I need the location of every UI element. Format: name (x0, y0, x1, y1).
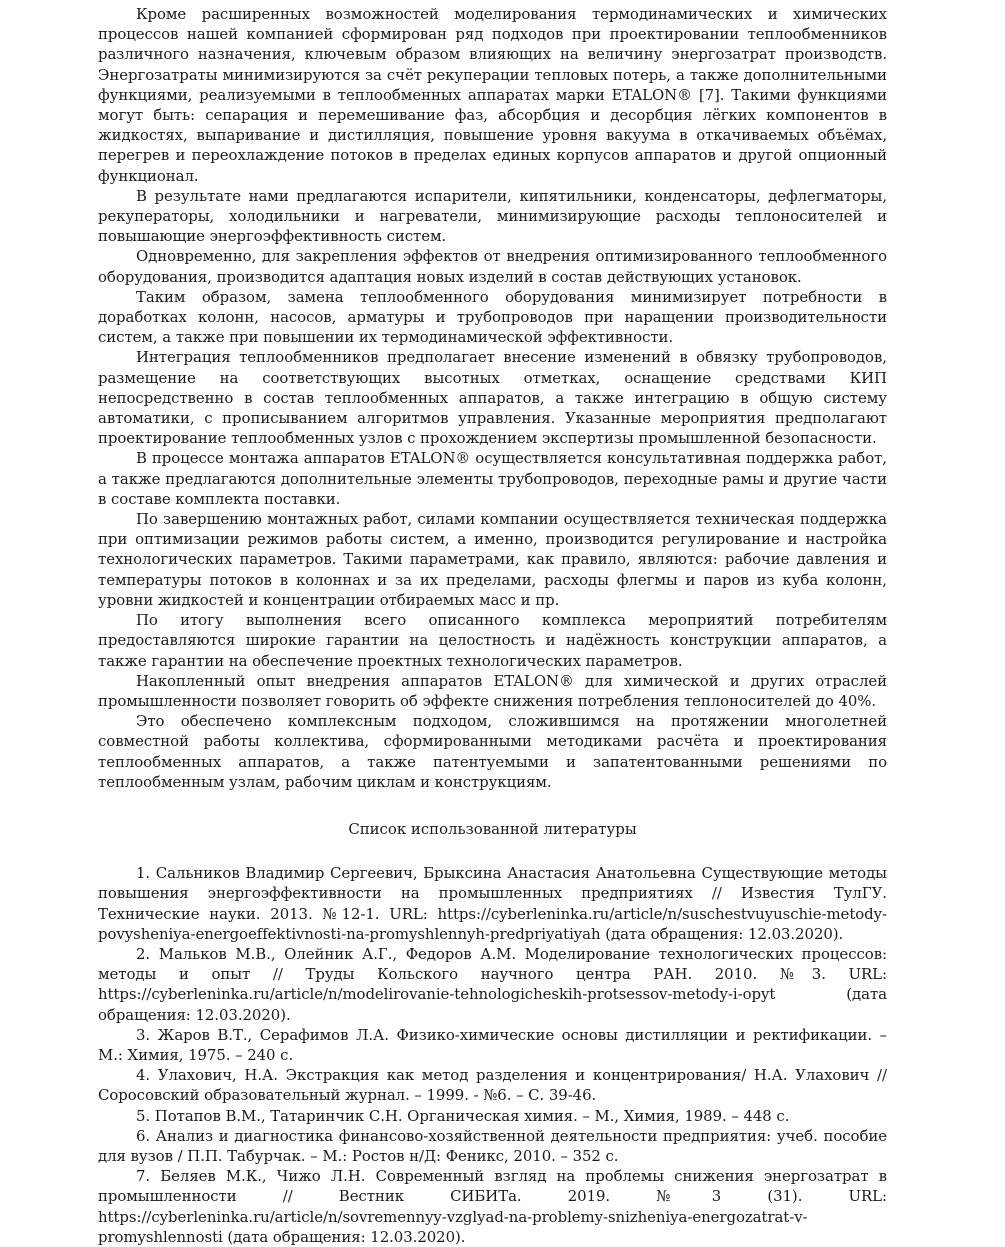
body-text (98, 4, 887, 792)
reference-item: 6. Анализ и диагностика финансово-хозяйственной деятельности предприятия: учеб. пособие для вузов / П.П. Табурчак. – М.: Ростов н/Д: Феникс, 2010. – 352 с. (98, 1126, 887, 1165)
paragraph: Накопленный опыт внедрения аппаратов ETALON® для химической и других отраслей промышленности позволяет говорить об эффекте снижения потребления теплоносителей до 40%. (98, 671, 887, 710)
references-list (98, 863, 887, 1247)
paragraph: Это обеспечено комплексным подходом, сложившимся на протяжении многолетней совместной работы коллектива, сформированными методиками расчёта и проектирования теплообменных аппаратов, а также патентуемыми и запатентованными решениями по теплообменным узлам, рабочим циклам и конструкциям. (98, 712, 887, 791)
paragraph: Таким образом, замена теплообменного оборудования минимизирует потребности в доработках колонн, насосов, арматуры и трубопроводов при наращении производительности систем, а также при повышении их термодинамической эффективности. (98, 287, 887, 347)
references-title: Список использованной литературы (348, 819, 637, 838)
paragraph: В процессе монтажа аппаратов ETALON® осуществляется консультативная поддержка работ, а также предлагаются дополнительные элементы трубопроводов, переходные рамы и другие части в составе комплекта поставки. (98, 449, 887, 508)
paragraph: В результате нами предлагаются испарители, кипятильники, конденсаторы, дефлегматоры, рекуператоры, холодильники и нагреватели, минимизирующие расходы теплоносителей и повышающие энергоэффективность систем. (98, 186, 887, 246)
paragraph: По завершению монтажных работ, силами компании осуществляется техническая поддержка при оптимизации режимов работы систем, а именно, производится регулирование и настройка технологических параметров. Такими параметрами, как правило, являются: рабочие давления и температуры потоков в колоннах и за их пределами, расходы флегмы и паров из куба колонн, уровни жидкостей и концентрации отбираемых масс и пр. (98, 510, 887, 609)
paragraph: Интеграция теплообменников предполагает внесение изменений в обвязку трубопроводов, размещение на соответствующих высотных отметках, оснащение средствами КИП непосредственно в состав теплообменных аппаратов, а также интеграцию в общую систему автоматики, с прописыванием алгоритмов управления. Указанные мероприятия предполагают проектирование теплообменных узлов с прохождением экспертизы промышленной безопасности. (98, 348, 887, 448)
reference-item: 7. Беляев М.К., Чижо Л.Н. Современный взгляд на проблемы снижения энергозатрат в промышленности // Вестник СИБИТа. 2019. №3 (31). URL: https://cyberleninka.ru/article/n/sovremennyy-vzglyad-na-problemy-snizheniya-energozatrat-v-promyshlennosti (дата обращения: 12.03.2020). (98, 1167, 887, 1246)
reference-item: 1. Сальников Владимир Сергеевич, Брыксина Анастасия Анатольевна Существующие методы повышения энергоэффективности на промышленных предприятиях // Известия ТулГУ. Технические науки. 2013. №12-1. URL: https://cyberleninka.ru/article/n/suschestvuyuschie-metody-povysheniya-energoeffektivnosti-na-promyshlennyh-predpriyatiyah (дата обращения: 12.03.2020). (98, 864, 887, 943)
reference-item: 4. Улахович, Н.А. Экстракция как метод разделения и концентрирования/ Н.А. Улахович // Соросовский образовательный журнал. – 1999. - №6. – С. 39-46. (98, 1066, 887, 1105)
paragraph: Кроме расширенных возможностей моделирования термодинамических и химических процессов нашей компанией сформирован ряд подходов при проектировании теплообменников различного назначения, ключевым образом влияющих на величину энергозатрат производств. Энергозатраты минимизируются за счёт рекуперации тепловых потерь, а также дополнительными функциями, реализуемыми в теплообменных аппаратах марки ETALON® [7]. Такими функциями могут быть: сепарация и перемешивание фаз, абсорбция и десорбция лёгких компонентов в жидкостях, выпаривание и дистилляция, повышение уровня вакуума в откачиваемых объёмах, перегрев и переохлаждение потоков в пределах единых корпусов аппаратов и другой опционный функционал. (98, 5, 887, 185)
reference-item: 5. Потапов В.М., Татаринчик С.Н. Органическая химия. – М., Химия, 1989. – 448 с. (136, 1106, 790, 1125)
reference-item: 3. Жаров В.Т., Серафимов Л.А. Физико-химические основы дистилляции и ректификации. – М.: Химия, 1975. – 240 с. (98, 1025, 887, 1064)
paragraph: Одновременно, для закрепления эффектов от внедрения оптимизированного теплообменного оборудования, производится адаптация новых изделий в состав действующих установок. (98, 247, 887, 286)
reference-item: 2. Мальков М.В., Олейник А.Г., Федоров А.М. Моделирование технологических процессов: методы и опыт // Труды Кольского научного центра РАН. 2010. №3. URL: https://cyberleninka.ru/article/n/modelirovanie-tehnologicheskih-protsessov-metody-i-opyt (дата обращения: 12.03.2020). (98, 944, 887, 1024)
paragraph: По итогу выполнения всего описанного комплекса мероприятий потребителям предоставляются широкие гарантии на целостность и надёжность конструкции аппаратов, а также гарантии на обеспечение проектных технологических параметров. (98, 611, 887, 670)
